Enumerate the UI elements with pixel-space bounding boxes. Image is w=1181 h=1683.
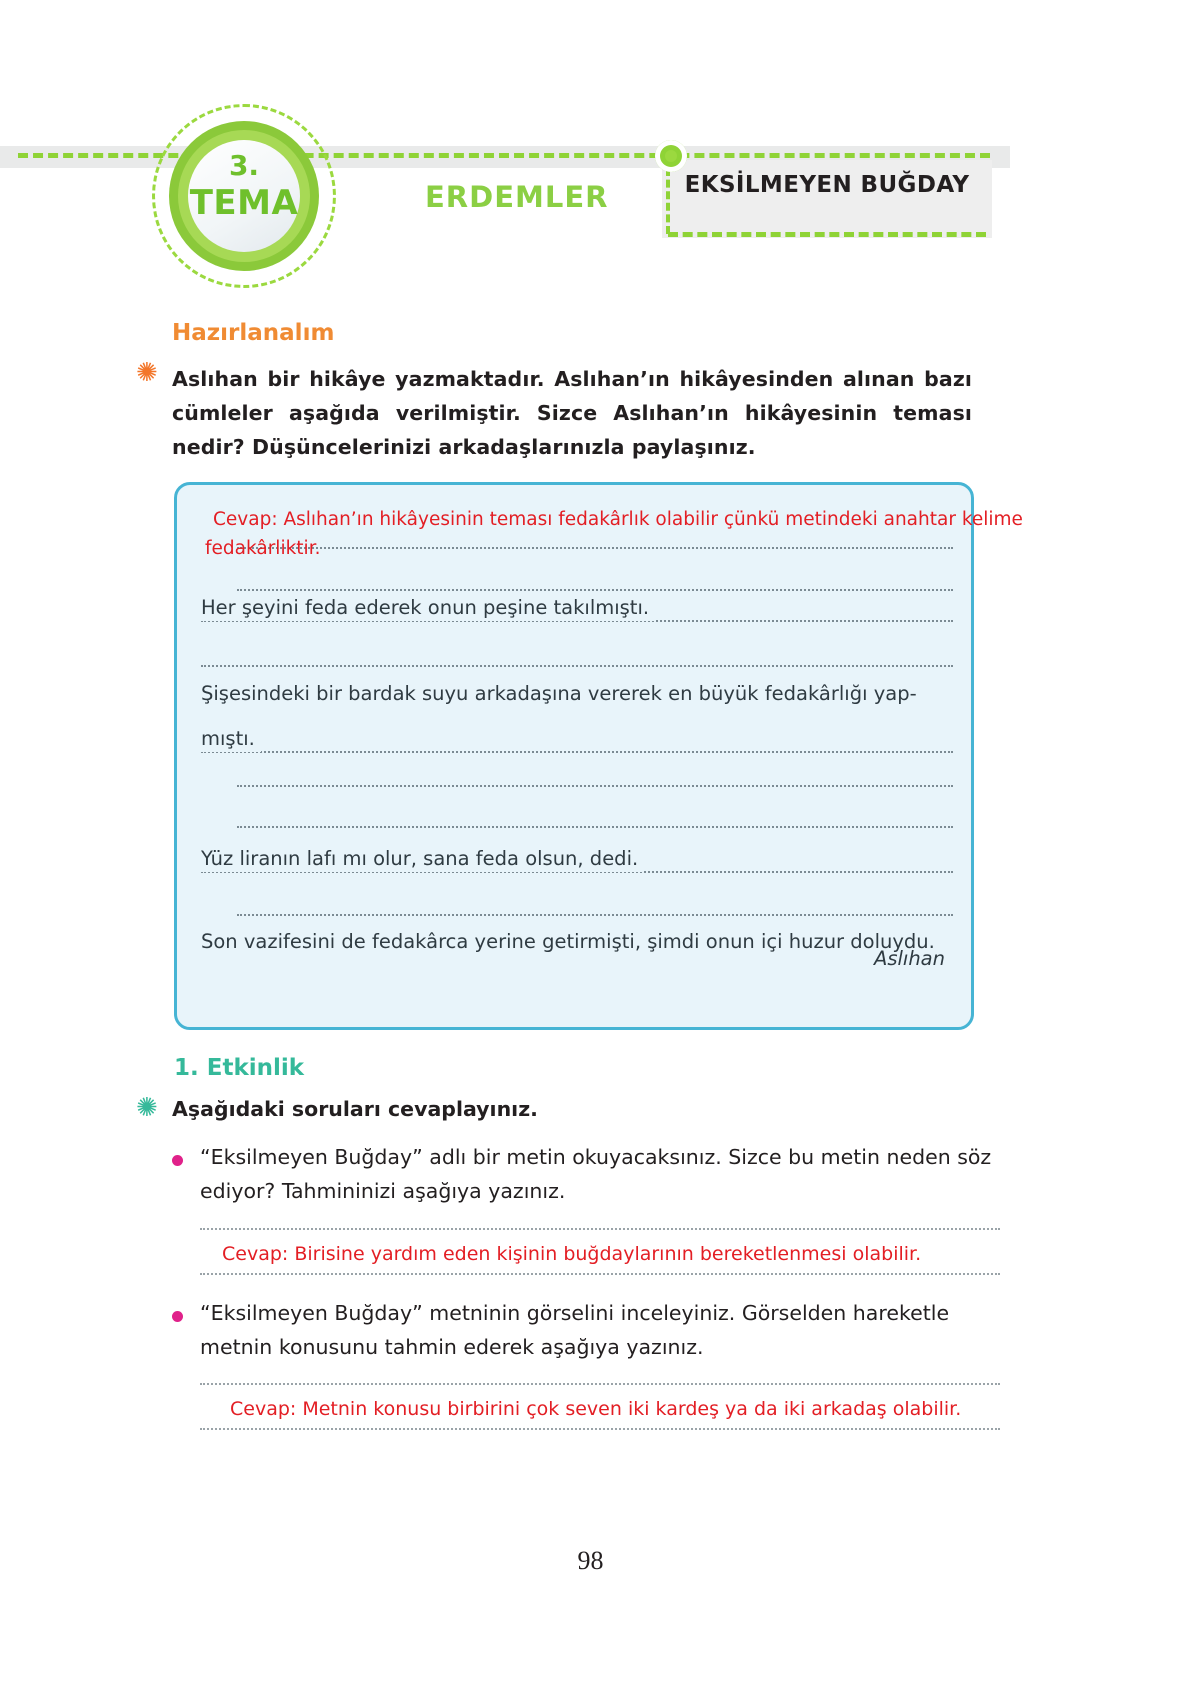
question-2-text: “Eksilmeyen Buğday” metninin görselini inceleyiniz. Görselden hareketle metnin konusunu tahmin ederek aşağıya yazınız. bbox=[200, 1301, 950, 1359]
box-sentence-5: Son vazifesini de fedakârca yerine getirmişti, şimdi onun içi huzur doluydu. bbox=[201, 929, 941, 955]
selection-title: EKSİLMEYEN BUĞDAY bbox=[684, 172, 970, 198]
question-2-answer: Cevap: Metnin konusu birbirini çok seven iki kardeş ya da iki arkadaş olabilir. bbox=[230, 1398, 962, 1420]
box-sentence-3: mıştı. bbox=[201, 726, 261, 752]
box-sentence-2: Şişesindeki bir bardak suyu arkadaşına vererek en büyük fedakârlığı yap- bbox=[201, 681, 923, 707]
selection-box-dashed-bottom bbox=[668, 232, 986, 237]
theme-word: TEMA bbox=[189, 183, 299, 223]
answer-box[interactable] bbox=[174, 482, 1023, 1030]
answer-writing-line bbox=[200, 1273, 1000, 1275]
theme-badge-icon bbox=[152, 104, 336, 288]
writing-line bbox=[237, 547, 953, 549]
star-bullet-icon: ✺ bbox=[136, 1092, 158, 1122]
writing-line bbox=[237, 914, 953, 916]
dot-bullet-icon bbox=[172, 1155, 183, 1166]
dot-bullet-icon bbox=[172, 1311, 183, 1322]
writing-line bbox=[201, 751, 953, 753]
question-1-text: “Eksilmeyen Buğday” adlı bir metin okuyacaksınız. Sizce bu metin neden söz ediyor? Tahmininizi aşağıya yazınız. bbox=[200, 1145, 992, 1203]
theme-name: ERDEMLER bbox=[425, 180, 609, 214]
student-answer-line-2: fedakârliktir. bbox=[205, 538, 321, 559]
writing-line bbox=[201, 665, 953, 667]
prep-heading: Hazırlanalım bbox=[172, 320, 335, 346]
question-1-answer: Cevap: Birisine yardım eden kişinin buğdaylarının bereketlenmesi olabilir. bbox=[222, 1243, 922, 1265]
answer-writing-line bbox=[200, 1383, 1000, 1385]
theme-number: 3. bbox=[228, 149, 260, 182]
student-answer-line-1: Cevap: Aslıhan’ın hikâyesinin teması fedakârlık olabilir çünkü metindeki anahtar kelime bbox=[213, 509, 1023, 530]
writing-line bbox=[237, 589, 953, 591]
box-signature: Aslıhan bbox=[873, 947, 945, 970]
answer-writing-line bbox=[200, 1428, 1000, 1430]
connector-dot-icon bbox=[655, 140, 687, 172]
activity-heading: 1. Etkinlik bbox=[174, 1055, 305, 1081]
answer-writing-line bbox=[200, 1228, 1000, 1230]
box-sentence-1: Her şeyini feda ederek onun peşine takılmıştı. bbox=[201, 595, 655, 621]
activity-instruction: Aşağıdaki soruları cevaplayınız. bbox=[172, 1097, 538, 1121]
star-bullet-icon: ✺ bbox=[136, 357, 158, 387]
page-number: 98 bbox=[577, 1546, 604, 1575]
prep-paragraph: Aslıhan bir hikâye yazmaktadır. Aslıhan’ın hikâyesinden alınan bazı cümleler aşağıda verilmiştir. Sizce Aslıhan’ın hikâyesinin teması nedir? Düşüncelerinizi arkadaşlarınızla paylaşınız. bbox=[172, 367, 972, 459]
writing-line bbox=[237, 826, 953, 828]
writing-line bbox=[237, 785, 953, 787]
box-sentence-4: Yüz liranın lafı mı olur, sana feda olsun, dedi. bbox=[201, 846, 644, 872]
